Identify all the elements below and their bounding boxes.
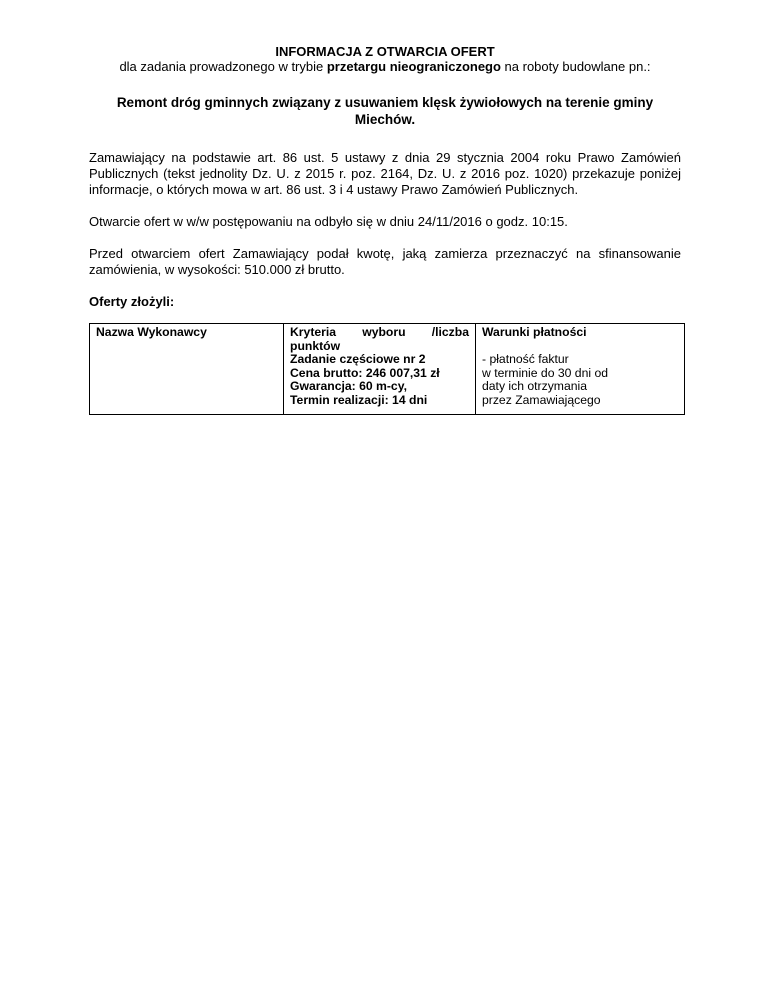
offers-table bbox=[89, 323, 685, 415]
document-title-line2: Miechów. bbox=[354, 112, 416, 127]
table-header-row bbox=[90, 324, 685, 415]
header-title: INFORMACJA Z OTWARCIA OFERT bbox=[275, 44, 495, 59]
document-title-line1: Remont dróg gminnych związany z usuwaniem klęsk żywiołowych na terenie gminy bbox=[116, 95, 654, 110]
header-subtitle bbox=[89, 59, 681, 74]
payment-line: przez Zamawiającego bbox=[482, 392, 601, 407]
header-payment bbox=[476, 324, 685, 415]
offer-warranty: Gwarancja: 60 m-cy, bbox=[290, 379, 407, 394]
header-contractor: Nazwa Wykonawcy bbox=[90, 324, 284, 415]
offers-label: Oferty złożyli: bbox=[89, 294, 175, 309]
header-criteria-word3: /liczba bbox=[431, 325, 469, 339]
header-sub-prefix: dla zadania prowadzonego w trybie bbox=[119, 59, 327, 74]
header-criteria-word4: punktów bbox=[290, 338, 341, 353]
intro-paragraph: Zamawiający na podstawie art. 86 ust. 5 ustawy z dnia 29 stycznia 2004 roku Prawo Zamówień Publicznych (tekst jednolity Dz. U. z 2015 r. poz. 2164, Dz. U. z 2016 poz. 1020) przekazuje poniżej informacje, o których mowa w art. 86 ust. 3 i 4 ustawy Prawo Zamówień Publicznych. bbox=[89, 150, 681, 197]
header-sub-bold: przetargu nieograniczonego bbox=[326, 59, 501, 74]
spacer bbox=[482, 340, 678, 354]
document-page bbox=[89, 44, 681, 415]
offer-price: Cena brutto: 246 007,31 zł bbox=[290, 365, 440, 380]
payment-line: daty ich otrzymania bbox=[482, 379, 587, 394]
payment-line: w terminie do 30 dni od bbox=[482, 365, 609, 380]
offer-term: Termin realizacji: 14 dni bbox=[290, 392, 428, 407]
header-payment-label: Warunki płatności bbox=[482, 325, 587, 339]
offer-title: Zadanie częściowe nr 2 bbox=[290, 352, 426, 367]
document-title bbox=[89, 94, 681, 128]
opening-date-paragraph: Otwarcie ofert w w/w postępowaniu na odbyło się w dniu 24/11/2016 o godz. 10:15. bbox=[89, 214, 568, 229]
header-criteria-word2: wyboru bbox=[362, 325, 406, 339]
budget-paragraph: Przed otwarciem ofert Zamawiający podał kwotę, jaką zamierza przeznaczyć na sfinansowanie zamówienia, w wysokości: 510.000 zł brutto. bbox=[89, 246, 681, 277]
header-criteria-word1: Kryteria bbox=[290, 325, 337, 339]
header-sub-suffix: na roboty budowlane pn.: bbox=[500, 59, 651, 74]
header-criteria bbox=[284, 324, 476, 415]
payment-line: - płatność faktur bbox=[482, 352, 569, 367]
